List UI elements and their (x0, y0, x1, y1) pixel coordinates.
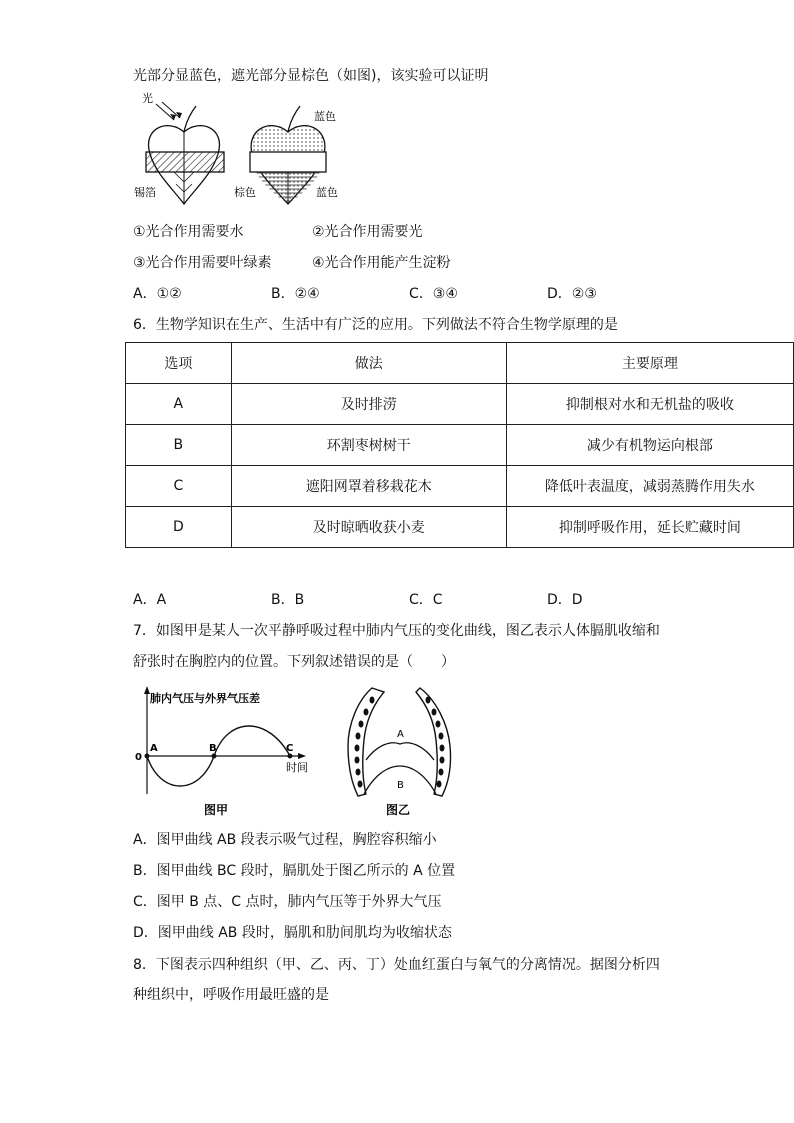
table-row (126, 384, 794, 425)
question-6-stem: 6．生物学知识在生产、生活中有广泛的应用。下列做法不符合生物学原理的是 (133, 317, 618, 333)
principle-table (125, 342, 794, 548)
statement-4: ④光合作用能产生淀粉 (312, 255, 451, 271)
y-axis-label: 肺内气压与外界气压差 (150, 692, 260, 705)
blue-top-label: 蓝色 (314, 110, 336, 123)
q6-choice-d: D．D (547, 592, 583, 608)
statement-1: ①光合作用需要水 (133, 224, 244, 240)
q5-choice-b: B．②④ (271, 286, 320, 302)
blue-bottom-label: 蓝色 (316, 186, 338, 199)
foil-label: 锡箔 (134, 186, 156, 199)
header-option: 选项 (126, 343, 232, 384)
q6-choice-c: C．C (409, 592, 443, 608)
statement-3: ③光合作用需要叶绿素 (133, 255, 272, 271)
cell-practice: 及时晾晒收获小麦 (231, 507, 506, 548)
q5-choice-a: A．①② (133, 286, 182, 302)
pressure-curve-figure (130, 684, 320, 820)
q5-choice-d: D．②③ (547, 286, 597, 302)
cell-principle: 抑制根对水和无机盐的吸收 (506, 384, 793, 425)
question-5-stem: 光部分显蓝色，遮光部分显棕色（如图)，该实验可以证明 (133, 68, 489, 84)
q6-choice-a: A．A (133, 592, 167, 608)
cell-option: D (126, 507, 232, 548)
point-c-label: C (286, 743, 294, 754)
leaf-experiment-figure (128, 92, 358, 217)
x-axis-label: 时间 (286, 761, 308, 774)
fig-b-caption: 图乙 (386, 803, 411, 817)
question-7-stem-line2: 舒张时在胸腔内的位置。下列叙述错误的是（ ） (133, 654, 455, 670)
table-row (126, 507, 794, 548)
q5-choice-c: C．③④ (409, 286, 458, 302)
question-7-stem-line1: 7．如图甲是某人一次平静呼吸过程中肺内气压的变化曲线，图乙表示人体膈肌收缩和 (133, 623, 660, 639)
left-leaf-icon (146, 102, 224, 204)
cell-option: A (126, 384, 232, 425)
thorax-diagram-figure (336, 684, 466, 820)
cell-option: C (126, 466, 232, 507)
position-a-label: A (397, 729, 404, 740)
cell-practice: 遮阳网罩着移栽花木 (231, 466, 506, 507)
q7-choice-b: B．图甲曲线 BC 段时，膈肌处于图乙所示的 A 位置 (133, 863, 456, 879)
position-b-label: B (397, 780, 404, 791)
header-principle: 主要原理 (506, 343, 793, 384)
q6-choice-b: B．B (271, 592, 305, 608)
cell-practice: 及时排涝 (231, 384, 506, 425)
point-b-label: B (209, 743, 217, 754)
table-header-row (126, 343, 794, 384)
header-practice: 做法 (231, 343, 506, 384)
cell-practice: 环割枣树树干 (231, 425, 506, 466)
table-row (126, 425, 794, 466)
statement-2: ②光合作用需要光 (312, 224, 423, 240)
brown-label: 棕色 (234, 186, 256, 199)
cell-option: B (126, 425, 232, 466)
cell-principle: 降低叶表温度，减弱蒸腾作用失水 (506, 466, 793, 507)
light-label: 光 (142, 92, 153, 105)
fig-a-caption: 图甲 (204, 803, 229, 817)
point-a-label: A (150, 743, 158, 754)
table-row (126, 466, 794, 507)
cell-principle: 抑制呼吸作用，延长贮藏时间 (506, 507, 793, 548)
origin-label: 0 (135, 752, 142, 763)
q7-choice-c: C．图甲 B 点、C 点时，肺内气压等于外界大气压 (133, 894, 442, 910)
q7-choice-a: A．图甲曲线 AB 段表示吸气过程，胸腔容积缩小 (133, 832, 437, 848)
question-8-stem-line1: 8．下图表示四种组织（甲、乙、丙、丁）处血红蛋白与氧气的分离情况。据图分析四 (133, 957, 660, 973)
question-8-stem-line2: 种组织中，呼吸作用最旺盛的是 (133, 987, 329, 1003)
q7-choice-d: D．图甲曲线 AB 段时，膈肌和肋间肌均为收缩状态 (133, 925, 452, 941)
cell-principle: 减少有机物运向根部 (506, 425, 793, 466)
